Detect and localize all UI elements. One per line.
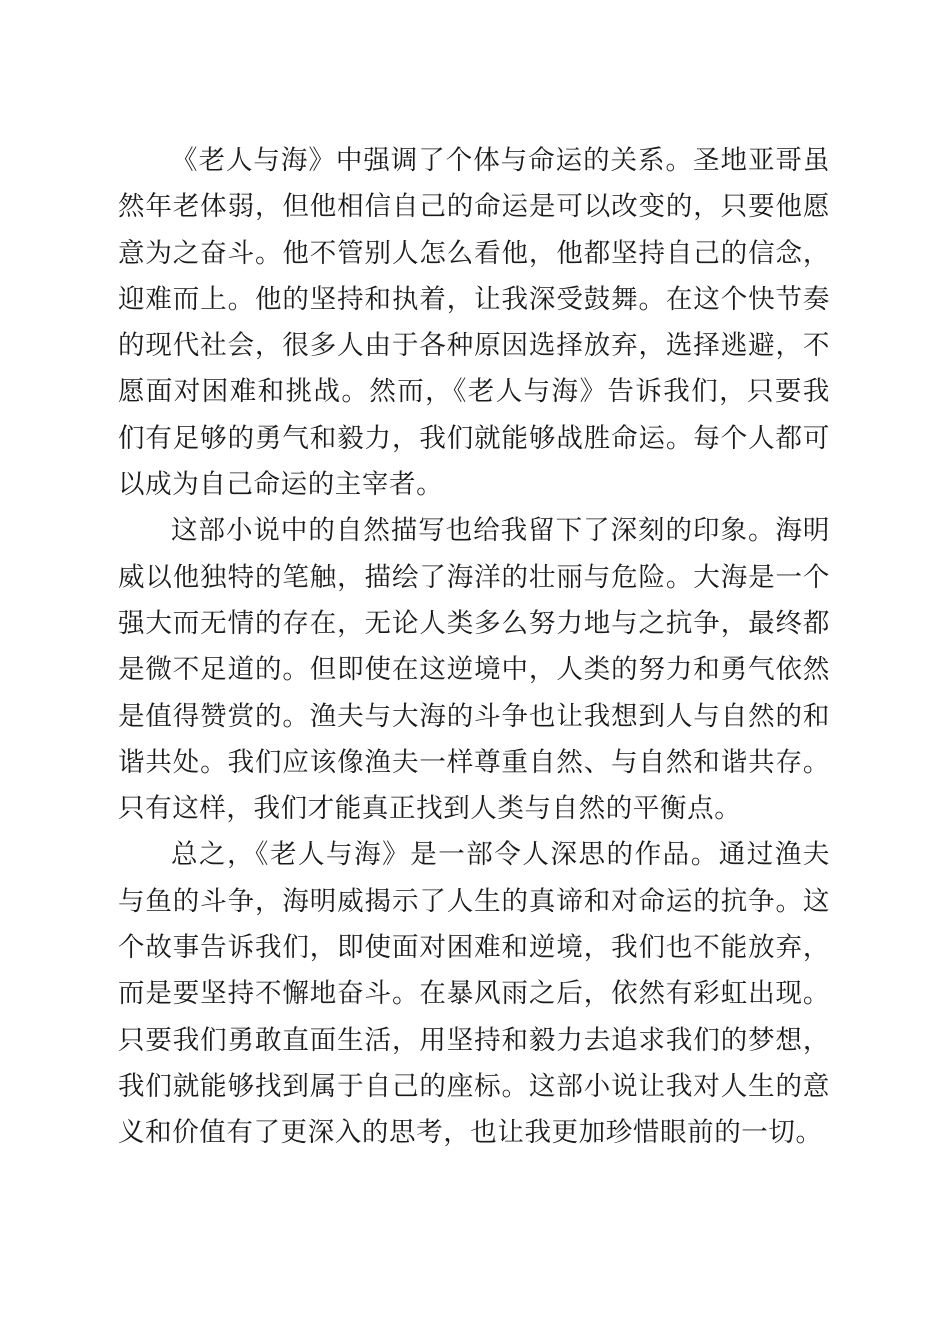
document-body	[118, 138, 830, 1157]
paragraph-nature: 这部小说中的自然描写也给我留下了深刻的印象。海明威以他独特的笔触，描绘了海洋的壮丽与危险。大海是一个强大而无情的存在，无论人类多么努力地与之抗争，最终都是微不足道的。但即使在这逆境中，人类的努力和勇气依然是值得赞赏的。渔夫与大海的斗争也让我想到人与自然的和谐共处。我们应该像渔夫一样尊重自然、与自然和谐共存。只有这样，我们才能真正找到人类与自然的平衡点。	[118, 515, 830, 825]
paragraph-conclusion: 总之，《老人与海》是一部令人深思的作品。通过渔夫与鱼的斗争，海明威揭示了人生的真谛和对命运的抗争。这个故事告诉我们，即使面对困难和逆境，我们也不能放弃，而是要坚持不懈地奋斗。在暴风雨之后，依然有彩虹出现。只要我们勇敢直面生活，用坚持和毅力去追求我们的梦想，我们就能够找到属于自己的座标。这部小说让我对人生的意义和价值有了更深入的思考，也让我更加珍惜眼前的一切。	[118, 839, 830, 1149]
paragraph-fate: 《老人与海》中强调了个体与命运的关系。圣地亚哥虽然年老体弱，但他相信自己的命运是可以改变的，只要他愿意为之奋斗。他不管别人怎么看他，他都坚持自己的信念，迎难而上。他的坚持和执着，让我深受鼓舞。在这个快节奏的现代社会，很多人由于各种原因选择放弃，选择逃避，不愿面对困难和挑战。然而，《老人与海》告诉我们，只要我们有足够的勇气和毅力，我们就能够战胜命运。每个人都可以成为自己命运的主宰者。	[118, 145, 830, 501]
